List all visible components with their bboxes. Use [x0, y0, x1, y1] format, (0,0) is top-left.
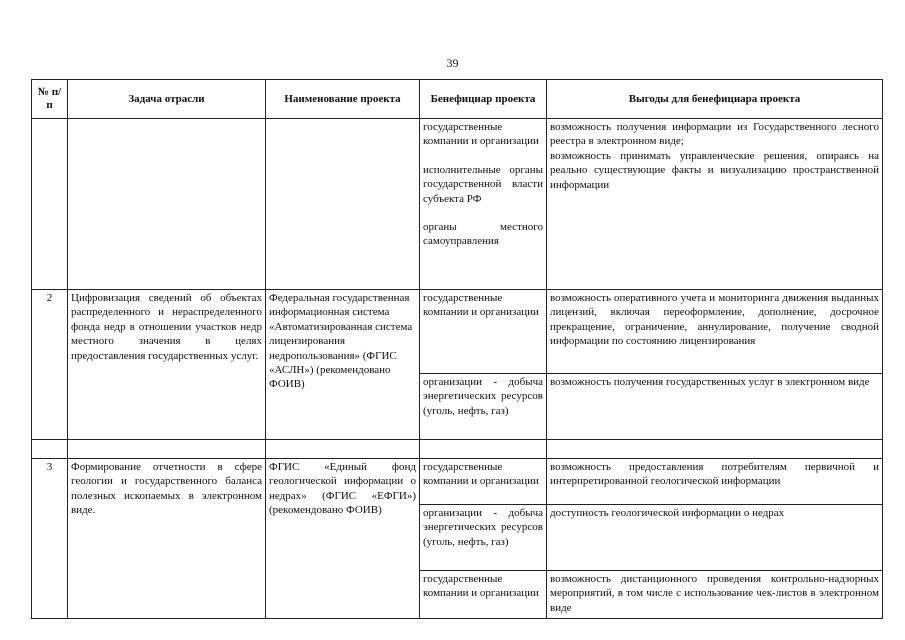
- row-benefits: доступность геологической информации о недрах: [547, 505, 883, 571]
- projects-table: [31, 79, 883, 619]
- row-benefits: возможность получения государственных услуг в электронном виде: [547, 374, 883, 440]
- table-spacer: [32, 440, 883, 459]
- header-project: Наименование проекта: [266, 80, 420, 119]
- beneficiary-item: государственные компании и организации: [423, 121, 539, 148]
- row-beneficiary: организации - добыча энергетических ресурсов (уголь, нефть, газ): [420, 505, 547, 571]
- row-benefits: возможность оперативного учета и мониторинга движения выданных лицензий, включая переоформление, дополнение, досрочное прекращение, ограничение, аннулирование, получение сводной информации по состоянию лицензирования: [547, 290, 883, 374]
- header-benefits: Выгоды для бенефициара проекта: [547, 80, 883, 119]
- header-num: № п/п: [32, 80, 68, 119]
- row-num: [32, 119, 68, 290]
- row-beneficiary: государственные компании и организации: [420, 290, 547, 374]
- row-task: Цифровизация сведений об объектах распределенного и нераспределенного фонда недр в отношении участков недр местного значения в целях предоставления государственных услуг.: [68, 290, 266, 440]
- page-number: 39: [446, 56, 459, 70]
- row-num: 2: [32, 290, 68, 440]
- table-row: [32, 290, 883, 374]
- row-project: [266, 119, 420, 290]
- table-header-row: [32, 80, 883, 119]
- row-beneficiary: государственные компании и организации: [420, 571, 547, 619]
- row-task: Формирование отчетности в сфере геологии и государственного баланса полезных ископаемых в электронном виде.: [68, 459, 266, 619]
- row-project: Федеральная государственная информационная система «Автоматизированная система лицензирования недропользования» (ФГИС «АСЛН») (рекомендовано ФОИВ): [266, 290, 420, 440]
- beneficiary-item: органы местного самоуправления: [423, 221, 543, 248]
- row-task: [68, 119, 266, 290]
- header-beneficiary: Бенефициар проекта: [420, 80, 547, 119]
- row-project: ФГИС «Единый фонд геологической информации о недрах» (ФГИС «ЕФГИ») (рекомендовано ФОИВ): [266, 459, 420, 619]
- row-beneficiary: государственные компании и организации: [420, 459, 547, 505]
- row-beneficiary: организации - добыча энергетических ресурсов (уголь, нефть, газ): [420, 374, 547, 440]
- table-row: [32, 119, 883, 290]
- row-benefits: возможность дистанционного проведения контрольно-надзорных мероприятий, в том числе с использование чек-листов в электронном виде: [547, 571, 883, 619]
- beneficiary-item: исполнительные органы государственной власти субъекта РФ: [423, 163, 543, 205]
- row-beneficiaries: [420, 119, 547, 290]
- row-num: 3: [32, 459, 68, 619]
- row-benefits: возможность предоставления потребителям первичной и интерпретированной геологической информации: [547, 459, 883, 505]
- header-task: Задача отрасли: [68, 80, 266, 119]
- row-benefits: возможность получения информации из Государственного лесного реестра в электронном виде; возможность принимать управленческие решения, опираясь на реально существующие факты и визуализацию пространственной информации: [547, 119, 883, 290]
- table-row: [32, 459, 883, 505]
